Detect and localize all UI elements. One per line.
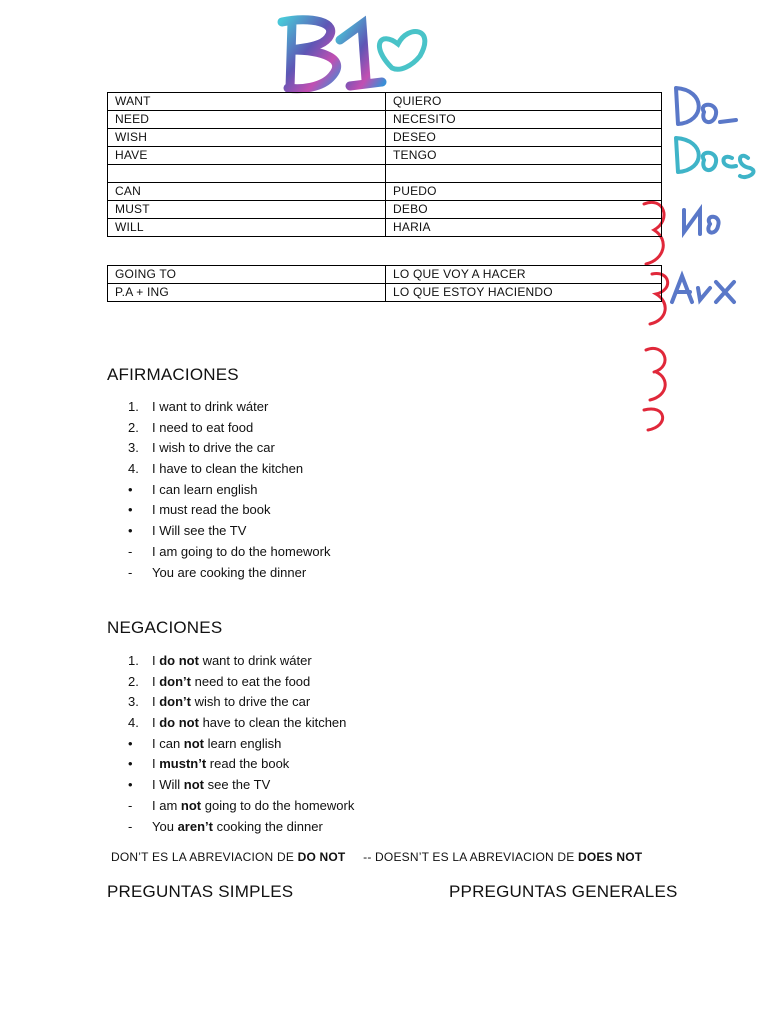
list-marker: 3. <box>128 440 139 456</box>
list-item-text <box>152 796 354 817</box>
text-post: want to drink wáter <box>198 653 312 668</box>
list-marker: 3. <box>128 694 139 710</box>
list-marker: 1. <box>128 653 139 668</box>
table-cell: TENGO <box>386 147 662 165</box>
text-pre: You <box>152 818 178 834</box>
list-marker: • <box>128 735 133 751</box>
list-item-text <box>152 672 310 693</box>
text-pre: I am <box>152 797 181 813</box>
table-cell: LO QUE ESTOY HACIENDO <box>386 284 662 302</box>
list-item-text: I want to drink wáter <box>152 399 269 414</box>
text-bold: mustn’t <box>159 756 207 772</box>
table-cell: QUIERO <box>386 93 662 111</box>
text-post: read the book <box>206 756 290 772</box>
table-cell: GOING TO <box>108 266 386 284</box>
list-item-text <box>152 817 323 838</box>
list-marker: 4. <box>128 715 139 731</box>
list-item-text <box>152 692 310 713</box>
list-marker: • <box>128 523 133 539</box>
text-post: cooking the dinner <box>212 818 323 834</box>
table-row <box>108 147 662 165</box>
text-pre: I <box>152 715 160 731</box>
text-bold: aren’t <box>177 818 213 834</box>
text-pre: I <box>152 653 160 668</box>
table-cell: DEBO <box>386 201 662 219</box>
preguntas-generales-heading: PPREGUNTAS GENERALES <box>449 882 678 901</box>
list-marker: - <box>128 797 133 813</box>
table-cell: NECESITO <box>386 111 662 129</box>
text-bold: not <box>180 797 202 813</box>
text-pre: I <box>152 694 160 710</box>
list-item-text <box>152 734 281 755</box>
table-cell: P.A + ING <box>108 284 386 302</box>
preguntas-simples-heading: PREGUNTAS SIMPLES <box>107 882 294 901</box>
table-cell <box>386 165 662 183</box>
list-marker: • <box>128 481 133 497</box>
table-cell <box>108 165 386 183</box>
b1-heart-drawing <box>270 10 450 100</box>
list-item-text: I can learn english <box>152 481 258 497</box>
list-item-text: I wish to drive the car <box>152 440 275 456</box>
text-post: wish to drive the car <box>191 694 311 710</box>
table-row <box>108 284 662 302</box>
list-marker: 4. <box>128 461 139 477</box>
table-cell: HARIA <box>386 219 662 237</box>
text-bold: not <box>183 735 205 751</box>
table-cell: WISH <box>108 129 386 147</box>
negaciones-heading: NEGACIONES <box>107 618 223 637</box>
list-item-text <box>152 713 346 734</box>
list-item-text: I have to clean the kitchen <box>152 461 304 477</box>
list-item-text: You are cooking the dinner <box>152 564 307 580</box>
note-part2: -- DOESN’T ES LA ABREVIACION DE <box>345 850 579 864</box>
table-row <box>108 111 662 129</box>
text-bold: don’t <box>159 673 191 689</box>
table-cell: HAVE <box>108 147 386 165</box>
table-cell: DESEO <box>386 129 662 147</box>
note-bold2: DOES NOT <box>578 850 643 864</box>
text-bold: do not <box>159 715 199 731</box>
text-bold: do not <box>159 653 199 668</box>
table-row <box>108 266 662 284</box>
text-post: going to do the homework <box>201 797 355 813</box>
table-row <box>108 129 662 147</box>
table-row <box>108 93 662 111</box>
list-item-text <box>152 775 270 796</box>
table-row <box>108 183 662 201</box>
text-post: see the TV <box>204 777 271 793</box>
table-cell: NEED <box>108 111 386 129</box>
list-item-text: I am going to do the homework <box>152 543 331 559</box>
table-cell: CAN <box>108 183 386 201</box>
text-pre: I <box>152 673 160 689</box>
text-post: have to clean the kitchen <box>198 715 347 731</box>
list-item-text <box>152 651 312 672</box>
list-marker: - <box>128 543 133 559</box>
list-marker: 2. <box>128 419 139 435</box>
list-item-text: I must read the book <box>152 502 271 518</box>
list-item-text <box>152 754 289 775</box>
note-bold1: DO NOT <box>297 850 346 864</box>
text-bold: don’t <box>159 694 191 710</box>
tenses-table <box>107 265 662 302</box>
table-row <box>108 165 662 183</box>
list-marker: 2. <box>128 673 139 689</box>
table-cell: WANT <box>108 93 386 111</box>
list-marker: • <box>128 756 133 772</box>
list-marker: • <box>128 777 133 793</box>
table-row <box>108 219 662 237</box>
table-row <box>108 201 662 219</box>
text-bold: not <box>183 777 204 793</box>
list-marker: - <box>128 564 133 580</box>
text-post: learn english <box>204 735 282 751</box>
list-item-text: I Will see the TV <box>152 523 247 539</box>
text-pre: I <box>152 756 160 772</box>
verbs-table <box>107 92 662 237</box>
table-cell: WILL <box>108 219 386 237</box>
abbreviation-note <box>111 850 642 864</box>
text-post: need to eat the food <box>191 673 311 689</box>
text-pre: I Will <box>152 777 184 793</box>
afirmaciones-heading: AFIRMACIONES <box>107 365 239 384</box>
list-marker: 1. <box>128 399 139 414</box>
note-part1: DON’T ES LA ABREVIACION DE <box>111 850 298 864</box>
table-cell: PUEDO <box>386 183 662 201</box>
handwritten-title <box>270 10 450 100</box>
list-item-text: I need to eat food <box>152 419 254 435</box>
table-cell: LO QUE VOY A HACER <box>386 266 662 284</box>
list-marker: - <box>128 818 133 834</box>
text-pre: I can <box>152 735 184 751</box>
list-marker: • <box>128 502 133 518</box>
table-cell: MUST <box>108 201 386 219</box>
